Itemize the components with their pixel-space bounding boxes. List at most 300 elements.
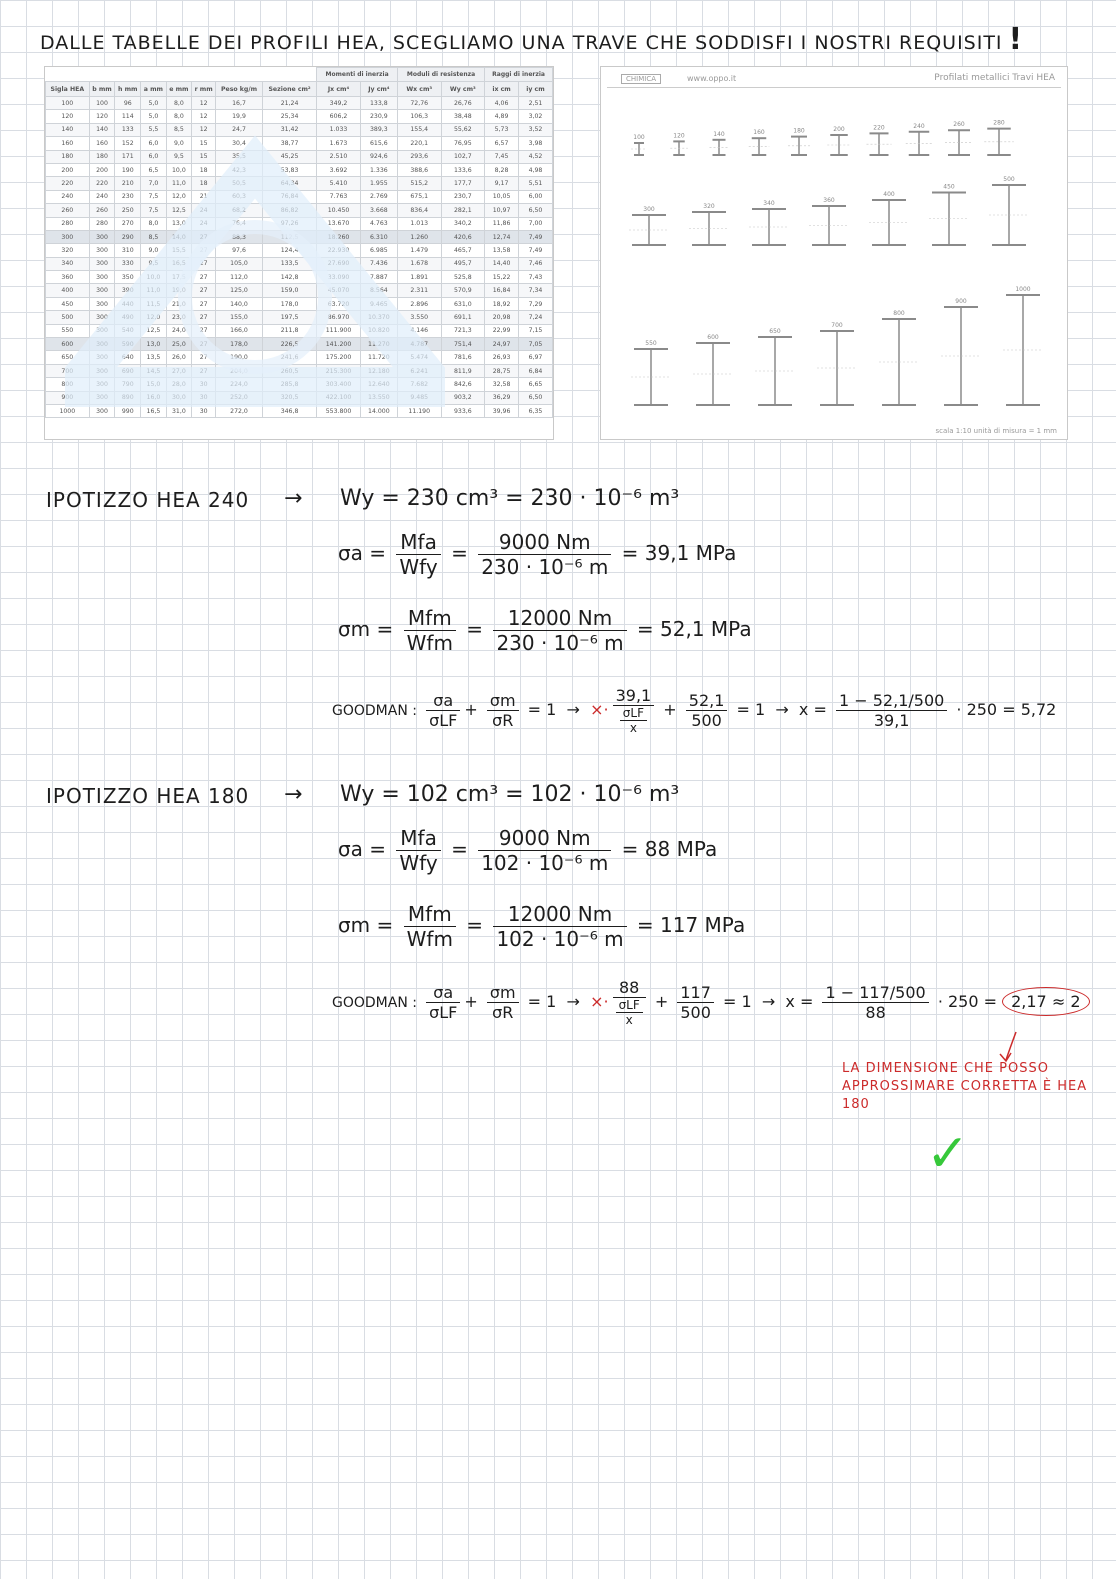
table-cell: 2.769 [360,190,397,203]
s2-goodman: GOODMAN : $\frac{\sigma a}{\text{σLF}}$ + $\frac{\sigma m}{\sigma R}$ = 1 → ×· $\frac{88}{\frac{\text{σLF}}{x}}$ + $\frac{117}{500}$ = 1 → x = $\frac{1 - 117/500}{88}$ · 250 = 2,17 ≈ 2 [332,978,1090,1027]
table-cell: 4.146 [397,324,441,337]
table-cell: 13,0 [141,338,166,351]
table-cell: 241,6 [262,351,316,364]
table-cell: 1.033 [317,123,361,136]
group-header-radius: Raggi di inerzia [485,68,553,82]
table-cell: 346,8 [262,404,316,417]
table-cell: 55,62 [441,123,485,136]
table-cell: 8,5 [166,123,191,136]
ibeam-profile [670,132,688,155]
table-cell: 25,34 [262,110,316,123]
table-cell: 220,1 [397,137,441,150]
table-cell: 30 [192,391,216,404]
table-cell: 300 [89,297,115,310]
table-cell: 76,4 [216,217,263,230]
table-cell: 11,86 [485,217,519,230]
table-cell: 1.673 [317,137,361,150]
table-column-header: Wy cm³ [441,82,485,97]
table-row [46,177,553,190]
table-cell: 7,46 [518,257,552,270]
table-cell: 9.465 [360,297,397,310]
table-row [46,97,553,110]
s1-sigma-m: σm = $\frac{\text{Mfm}}{\text{Wfm}}$ = $\frac{12000 Nm}{\text{230 · 10⁻⁶ m}}$ = 52,1 MPa [338,606,752,655]
table-cell: 650 [46,351,90,364]
table-column-header: Jx cm⁴ [317,82,361,97]
ibeam-profile [631,340,671,405]
table-cell: 17,5 [166,271,191,284]
table-cell: 133,6 [441,163,485,176]
table-cell: 300 [89,311,115,324]
table-cell: 7,5 [141,204,166,217]
ibeam-label: 450 [943,183,955,191]
table-cell: 903,2 [441,391,485,404]
table-cell: 300 [89,284,115,297]
table-cell: 28,75 [485,364,519,377]
table-cell: 204,0 [216,364,263,377]
table-cell: 420,6 [441,230,485,243]
table-cell: 142,8 [262,271,316,284]
table-cell: 12,0 [141,311,166,324]
ibeam-label: 200 [833,126,845,133]
table-cell: 450 [46,297,90,310]
ibeam-label: 160 [753,129,765,137]
table-column-header: Wx cm³ [397,82,441,97]
table-cell: 180 [46,150,90,163]
table-cell: 606,2 [317,110,361,123]
ibeam-profile [945,121,973,155]
table-cell: 240 [89,190,115,203]
table-cell: 27 [192,257,216,270]
table-row [46,404,553,417]
table-cell: 465,7 [441,244,485,257]
hea-profiles-drawing [600,66,1068,440]
table-cell: 7.682 [397,378,441,391]
table-cell: 7,0 [141,177,166,190]
table-cell: 290 [115,230,141,243]
table-cell: 102,7 [441,150,485,163]
table-cell: 6,84 [518,364,552,377]
ibeam-label: 180 [793,127,805,135]
table-cell: 10,0 [141,271,166,284]
ibeam-profile [693,334,733,405]
table-cell: 11.190 [397,404,441,417]
table-cell: 7,15 [518,324,552,337]
table-row [46,391,553,404]
table-cell: 12,5 [141,324,166,337]
table-cell: 691,1 [441,311,485,324]
table-cell: 27.690 [317,257,361,270]
table-cell: 751,4 [441,338,485,351]
table-cell: 24,0 [166,324,191,337]
table-cell: 7,24 [518,311,552,324]
table-cell: 53,83 [262,163,316,176]
table-cell: 25,0 [166,338,191,351]
table-cell: 24,97 [485,338,519,351]
table-cell: 1.336 [360,163,397,176]
table-cell: 160 [46,137,90,150]
ibeam-profile [788,128,810,155]
table-cell: 190,0 [216,351,263,364]
table-cell: 12,74 [485,230,519,243]
table-cell: 2.311 [397,284,441,297]
ibeam-label: 340 [763,200,775,207]
table-cell: 2.896 [397,297,441,310]
table-cell: 515,2 [397,177,441,190]
table-cell: 13,58 [485,244,519,257]
table-cell: 38,77 [262,137,316,150]
table-cell: 320 [46,244,90,257]
table-cell: 1.260 [397,230,441,243]
table-cell: 310 [115,244,141,257]
table-cell: 22.930 [317,244,361,257]
ibeam-label: 650 [769,328,781,335]
table-cell: 33.090 [317,271,361,284]
table-cell: 31,42 [262,123,316,136]
table-column-header: Sezione cm² [262,82,316,97]
table-cell: 64,34 [262,177,316,190]
table-cell: 27 [192,244,216,257]
table-cell: 300 [89,404,115,417]
table-cell: 300 [89,244,115,257]
table-cell: 27 [192,311,216,324]
table-row [46,284,553,297]
ibeam-profile [817,322,857,405]
table-cell: 330 [115,257,141,270]
table-cell: 495,7 [441,257,485,270]
table-row [46,204,553,217]
table-cell: 27 [192,338,216,351]
table-cell: 303.400 [317,378,361,391]
table-cell: 10,05 [485,190,519,203]
table-cell: 6.310 [360,230,397,243]
table-cell: 11.720 [360,351,397,364]
ibeam-profile [689,203,729,245]
table-cell: 280 [46,217,90,230]
ibeam-profile [749,200,789,245]
ibeam-label: 240 [913,122,925,130]
table-cell: 690 [115,364,141,377]
table-cell: 97,26 [262,217,316,230]
table-cell: 500 [46,311,90,324]
table-cell: 35,5 [216,150,263,163]
table-cell: 210 [115,177,141,190]
table-cell: 175.200 [317,351,361,364]
table-cell: 18 [192,163,216,176]
table-row [46,257,553,270]
table-cell: 27 [192,364,216,377]
table-cell: 224,0 [216,378,263,391]
table-cell: 6,00 [518,190,552,203]
table-cell: 15 [192,150,216,163]
table-cell: 933,6 [441,404,485,417]
table-cell: 220 [89,177,115,190]
table-row [46,230,553,243]
s2-heading: IPOTIZZO HEA 180 [46,784,250,808]
table-cell: 811,9 [441,364,485,377]
table-row [46,110,553,123]
ibeam-label: 260 [953,121,965,129]
table-cell: 8.564 [360,284,397,297]
table-cell: 12.640 [360,378,397,391]
table-cell: 27 [192,284,216,297]
ibeam-profile [929,184,969,246]
table-cell: 190 [115,163,141,176]
table-column-header: h mm [115,82,141,97]
table-cell: 16,5 [166,257,191,270]
table-cell: 24,7 [216,123,263,136]
table-cell: 3.692 [317,163,361,176]
table-cell: 300 [89,391,115,404]
table-cell: 11.270 [360,338,397,351]
table-cell: 1.955 [360,177,397,190]
table-cell: 300 [89,324,115,337]
table-cell: 60,3 [216,190,263,203]
table-cell: 3.550 [397,311,441,324]
table-cell: 10,0 [166,163,191,176]
table-cell: 16,5 [141,404,166,417]
table-cell: 5.474 [397,351,441,364]
table-row [46,311,553,324]
table-cell: 7,45 [485,150,519,163]
table-cell: 30 [192,404,216,417]
table-cell: 3.668 [360,204,397,217]
ibeam-label: 500 [1003,176,1015,183]
table-cell: 6,35 [518,404,552,417]
table-column-header: r mm [192,82,216,97]
table-cell: 320,5 [262,391,316,404]
table-cell: 6,65 [518,378,552,391]
table-cell: 540 [115,324,141,337]
table-cell: 590 [115,338,141,351]
table-cell: 9,17 [485,177,519,190]
table-cell: 570,9 [441,284,485,297]
table-row [46,351,553,364]
table-cell: 68,2 [216,204,263,217]
table-cell: 133 [115,123,141,136]
table-cell: 27 [192,351,216,364]
table-cell: 4.787 [397,338,441,351]
table-cell: 8,0 [166,97,191,110]
table-cell: 14,5 [141,364,166,377]
table-cell: 50,5 [216,177,263,190]
table-cell: 76,95 [441,137,485,150]
table-cell: 700 [46,364,90,377]
table-row [46,217,553,230]
table-cell: 125,0 [216,284,263,297]
table-cell: 27 [192,271,216,284]
table-cell: 36,29 [485,391,519,404]
ibeam-label: 320 [703,203,715,210]
table-cell: 781,6 [441,351,485,364]
profiles-title: Profilati metallici Travi HEA [934,73,1055,83]
table-cell: 27,0 [166,364,191,377]
table-cell: 272,0 [216,404,263,417]
table-cell: 6.985 [360,244,397,257]
table-cell: 133,8 [360,97,397,110]
table-cell: 7,05 [518,338,552,351]
table-cell: 14,0 [166,230,191,243]
table-cell: 6,50 [518,204,552,217]
table-cell: 114 [115,110,141,123]
table-cell: 124,4 [262,244,316,257]
table-cell: 5,73 [485,123,519,136]
table-cell: 11,0 [166,177,191,190]
table-cell: 16,0 [141,391,166,404]
table-cell: 100 [46,97,90,110]
table-cell: 13.670 [317,217,361,230]
table-cell: 9,5 [166,150,191,163]
ibeam-label: 700 [831,322,843,329]
table-column-header: e mm [166,82,191,97]
s2-arrow: → [284,782,303,807]
table-cell: 340,2 [441,217,485,230]
table-cell: 160 [89,137,115,150]
table-row [46,297,553,310]
table-cell: 7,43 [518,271,552,284]
table-cell: 11,0 [141,284,166,297]
table-cell: 100 [89,97,115,110]
table-row [46,123,553,136]
table-cell: 13,5 [141,351,166,364]
table-cell: 7,29 [518,297,552,310]
table-cell: 12 [192,97,216,110]
table-cell: 15,5 [166,244,191,257]
table-cell: 197,5 [262,311,316,324]
profiles-svg [601,67,1067,439]
table-cell: 230,7 [441,190,485,203]
ibeam-profile [631,134,647,155]
table-cell: 23,0 [166,311,191,324]
table-cell: 3,98 [518,137,552,150]
page-title: DALLE TABELLE DEI PROFILI HEA, SCEGLIAMO UNA TRAVE CHE SODDISFI I NOSTRI REQUISITI ! [40,22,1024,57]
s2-sigma-m: σm = $\frac{\text{Mfm}}{\text{Wfm}}$ = $\frac{12000 Nm}{\text{102 · 10⁻⁶ m}}$ = 117 MPa [338,902,746,951]
table-cell: 120 [89,110,115,123]
ibeam-profile [906,123,933,155]
table-cell: 4,89 [485,110,519,123]
table-cell: 300 [89,338,115,351]
table-cell: 88,3 [216,230,263,243]
table-cell: 9,0 [166,137,191,150]
table-cell: 790 [115,378,141,391]
table-cell: 42,3 [216,163,263,176]
table-cell: 21 [192,190,216,203]
table-cell: 721,3 [441,324,485,337]
table-cell: 270 [115,217,141,230]
table-cell: 31,0 [166,404,191,417]
table-cell: 28,0 [166,378,191,391]
table-cell: 300 [89,378,115,391]
table-cell: 6,0 [141,150,166,163]
table-cell: 9,0 [141,244,166,257]
table-cell: 97,6 [216,244,263,257]
ibeam-label: 900 [955,298,967,305]
table-cell: 300 [89,257,115,270]
table-cell: 30,0 [166,391,191,404]
ibeam-profile [1003,286,1043,405]
table-cell: 6,50 [518,391,552,404]
s1-heading: IPOTIZZO HEA 240 [46,488,250,512]
s1-wy: Wy = 230 cm³ = 230 · 10⁻⁶ m³ [340,486,680,511]
table-cell: 6,0 [141,137,166,150]
ibeam-label: 220 [873,124,885,132]
table-cell: 111.900 [317,324,361,337]
table-cell: 525,8 [441,271,485,284]
table-cell: 260 [46,204,90,217]
table-cell: 7,49 [518,230,552,243]
table-cell: 215.300 [317,364,361,377]
table-cell: 16,84 [485,284,519,297]
table-cell: 6,5 [141,163,166,176]
table-cell: 86.970 [317,311,361,324]
table-cell: 14.000 [360,404,397,417]
table-cell: 19,9 [216,110,263,123]
group-header-modulus: Moduli di resistenza [397,68,484,82]
table-cell: 800 [46,378,90,391]
ibeam-profile [869,191,909,245]
table-cell: 390 [115,284,141,297]
s2-sigma-a: σa = $\frac{\text{Mfa}}{\text{Wfy}}$ = $\frac{9000 Nm}{\text{102 · 10⁻⁶ m}}$ = 88 MPa [338,826,718,875]
table-cell: 8,0 [166,110,191,123]
ibeam-label: 140 [713,130,725,138]
table-cell: 200 [89,163,115,176]
table-cell: 349,2 [317,97,361,110]
table-row [46,338,553,351]
table-cell: 836,4 [397,204,441,217]
table-cell: 166,0 [216,324,263,337]
s1-goodman: GOODMAN : $\frac{\sigma a}{\text{σLF}}$ + $\frac{\sigma m}{\sigma R}$ = 1 → ×· $\frac{39,1}{\frac{\text{σLF}}{x}}$ + $\frac{52,1}{500}$ = 1 → x = $\frac{1 - 52,1/500}{39,1}$ · 250 = 5,72 [332,686,1057,735]
table-row [46,324,553,337]
table-cell: 11,5 [141,297,166,310]
ibeam-profile [809,197,849,245]
ibeam-label: 100 [633,134,645,141]
table-cell: 240 [46,190,90,203]
table-cell: 10.370 [360,311,397,324]
check-icon: ✓ [926,1124,970,1184]
table-cell: 120 [46,110,90,123]
table-cell: 300 [46,230,90,243]
table-cell: 140 [46,123,90,136]
table-cell: 16,7 [216,97,263,110]
table-cell: 10,97 [485,204,519,217]
table-cell: 106,3 [397,110,441,123]
table-cell: 13,0 [166,217,191,230]
table-cell: 4.763 [360,217,397,230]
table-cell: 1000 [46,404,90,417]
table-cell: 2,51 [518,97,552,110]
table-cell: 640 [115,351,141,364]
s1-result: 5,72 [1020,700,1057,719]
ibeam-label: 360 [823,197,835,204]
table-cell: 220 [46,177,90,190]
table-cell: 6,97 [518,351,552,364]
ibeam-label: 120 [673,132,685,140]
red-arrow-icon [996,1030,1026,1064]
table-cell: 19,0 [166,284,191,297]
table-cell: 300 [89,230,115,243]
table-cell: 8,28 [485,163,519,176]
table-cell: 1.479 [397,244,441,257]
table-cell: 200 [46,163,90,176]
table-cell: 340 [46,257,90,270]
table-cell: 22,99 [485,324,519,337]
table-cell: 152 [115,137,141,150]
table-column-header: Sigla HEA [46,82,90,97]
table-cell: 553.800 [317,404,361,417]
table-column-header: ix cm [485,82,519,97]
table-cell: 3,52 [518,123,552,136]
table-cell: 230,9 [360,110,397,123]
table-cell: 155,0 [216,311,263,324]
